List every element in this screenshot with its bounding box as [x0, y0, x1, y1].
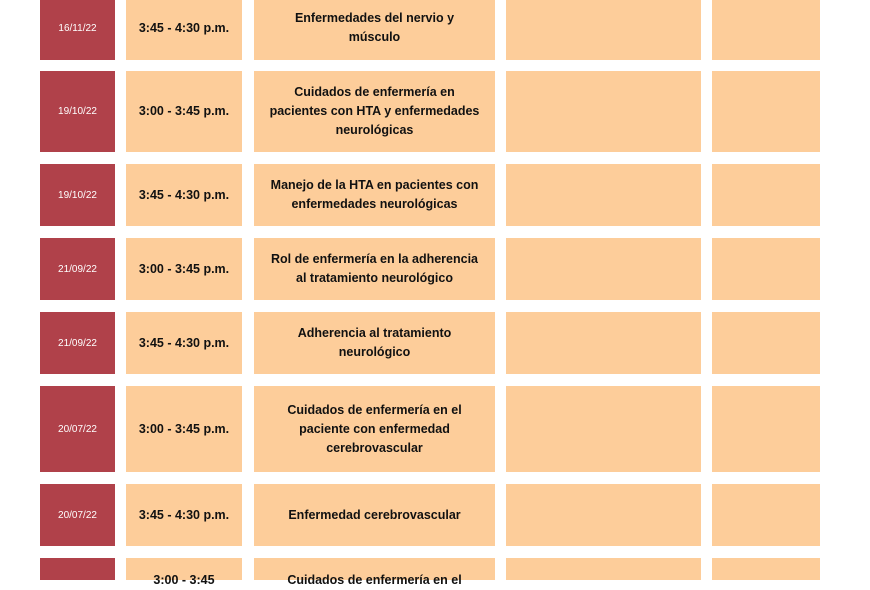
time-cell: 3:45 - 4:30 p.m.	[126, 312, 242, 374]
schedule-row	[0, 558, 870, 587]
time-cell: 3:45 - 4:30 p.m.	[126, 484, 242, 546]
topic-cell: Cuidados de enfermería en el paciente con enfermedad cerebrovascular	[254, 386, 495, 472]
empty-cell	[506, 312, 701, 374]
date-cell: 20/07/22	[40, 386, 115, 472]
empty-cell	[506, 386, 701, 472]
schedule-row	[0, 164, 870, 226]
time-cell: 3:00 - 3:45	[126, 558, 242, 580]
date-cell: 16/11/22	[40, 0, 115, 60]
empty-cell	[506, 164, 701, 226]
empty-cell	[712, 164, 820, 226]
time-cell: 3:00 - 3:45 p.m.	[126, 71, 242, 152]
schedule-row	[0, 386, 870, 472]
empty-cell	[712, 558, 820, 580]
topic-cell: Adherencia al tratamiento neurológico	[254, 312, 495, 374]
topic-cell: Manejo de la HTA en pacientes con enfermedades neurológicas	[254, 164, 495, 226]
date-cell: 21/09/22	[40, 238, 115, 300]
empty-cell	[506, 484, 701, 546]
time-cell: 3:00 - 3:45 p.m.	[126, 238, 242, 300]
time-cell: 3:45 - 4:30 p.m.	[126, 164, 242, 226]
topic-cell: Rol de enfermería en la adherencia al tratamiento neurológico	[254, 238, 495, 300]
time-cell: 3:45 - 4:30 p.m.	[126, 0, 242, 60]
date-cell: 19/10/22	[40, 71, 115, 152]
empty-cell	[712, 0, 820, 60]
topic-cell: Enfermedad cerebrovascular	[254, 484, 495, 546]
topic-cell: Cuidados de enfermería en pacientes con HTA y enfermedades neurológicas	[254, 71, 495, 152]
schedule-row	[0, 238, 870, 300]
schedule-row	[0, 71, 870, 152]
empty-cell	[506, 558, 701, 580]
schedule-row	[0, 484, 870, 546]
empty-cell	[506, 71, 701, 152]
empty-cell	[506, 0, 701, 60]
empty-cell	[712, 312, 820, 374]
date-cell: 20/07/22	[40, 484, 115, 546]
empty-cell	[712, 71, 820, 152]
topic-cell: Cuidados de enfermería en el	[254, 558, 495, 580]
topic-cell: Enfermedades del nervio y músculo	[254, 0, 495, 60]
date-cell: 21/09/22	[40, 312, 115, 374]
empty-cell	[712, 238, 820, 300]
empty-cell	[506, 238, 701, 300]
time-cell: 3:00 - 3:45 p.m.	[126, 386, 242, 472]
schedule-row	[0, 0, 870, 60]
schedule-row	[0, 312, 870, 374]
empty-cell	[712, 386, 820, 472]
date-cell: 19/10/22	[40, 164, 115, 226]
date-cell	[40, 558, 115, 580]
empty-cell	[712, 484, 820, 546]
